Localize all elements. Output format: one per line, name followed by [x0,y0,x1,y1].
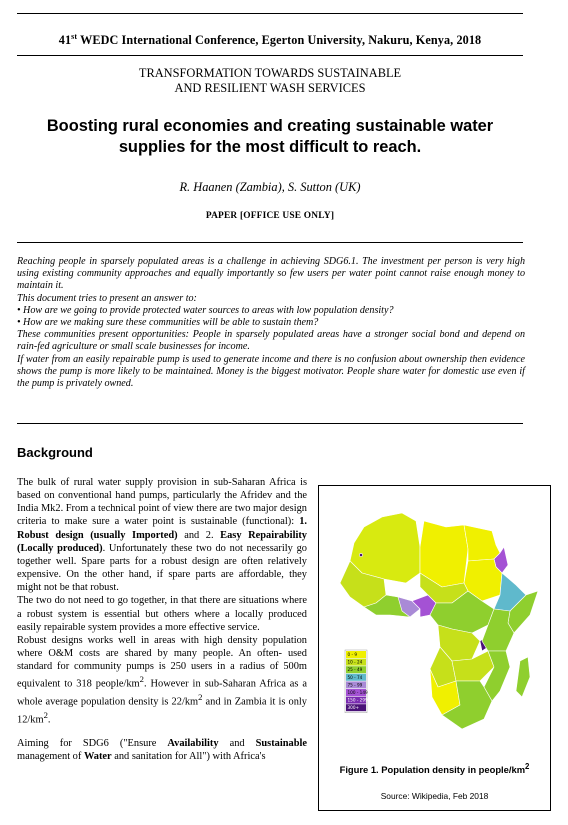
abstract-top-rule [17,242,523,243]
africa-map-regions [340,513,538,729]
legend-label: 0 - 9 [347,652,358,657]
region-small-island [359,553,362,556]
africa-population-map [324,491,546,743]
authors: R. Haanen (Zambia), S. Sutton (UK) [179,180,361,194]
region-egypt [464,525,500,561]
figure-caption: Figure 1. Population density in people/$km^2$ [339,762,530,776]
legend-label: 75 - 99 [347,682,363,688]
paragraph: Robust designs works well in areas with high density population where O&M costs are shared by many people. An often- used standard for community pumps is 250 users in a radius of 500m equivalent to 318 people/$km^2$. However in sub-Saharan Africa as a whole average population density is $22/km^2$ and in Zambia it is only $12/km^2$. [17,634,308,726]
paragraph: Aiming for SDG6 ("Ensure Availability and Sustainable management of Water and sanitation for All") with Africa's [17,738,307,763]
abstract: Reaching people in sparsely populated areas is a challenge in achieving SDG6.1. The investment per person is very high using existing community approaches and equally importantly so few users per water point cannot raise enough money to maintain it. This document tries to present an answer to: • How are we going to provide protected water sources to areas with low population density? • How are we making sure these communities will be able to sustain them? These communities present opportunities: People in sparsely populated areas have a stronger social bond and depend on rain-fed agriculture or small scale businesses for income. If water from an easily repairable pump is used to generate income and there is no confusion about ownership then evidence shows the pump is more likely to be maintained. Money is the biggest motivator. People share water for domestic use even if the pump is privately owned. [17,256,525,390]
abstract-bullet: • How are we going to provide protected water sources to areas with low population density? [17,304,394,316]
legend-label: 100 - 149 [347,690,368,695]
paper-title: Boosting rural economies and creating sustainable water supplies for the most difficult to reach. [46,117,494,156]
legend-label: 150 - 299 [347,697,368,703]
conference-header: 41st WEDC International Conference, Egerton University, Nakuru, Kenya, 2018 [58,32,482,48]
legend-label: 50 - 74 [347,674,363,680]
map-legend [345,650,368,713]
section-heading: Background [17,445,93,460]
conference-theme [17,66,523,96]
body-text [17,476,307,764]
theme-line-1: TRANSFORMATION TOWARDS SUSTAINABLE [138,66,402,80]
abstract-bottom-rule [17,423,523,424]
abstract-bullet: • How are we making sure these communities will be able to sustain them? [17,317,319,329]
region-sahara [420,521,468,587]
paragraph: The two do not need to go together, in that there are situations where a robust system is essential but others where a locally produced easily repairable system provides a more effective service. [17,595,307,633]
figure-source: Source: Wikipedia, Feb 2018 [380,791,489,801]
figure-box [318,485,551,811]
region-madagascar [516,657,530,697]
paragraph: The bulk of rural water supply provision in sub-Saharan Africa is based on conventional hand pumps, particularly the Afridev and the India Mk2. From a technical point of view there are two major design criteria to make sure a water point is sustainable (functional): 1. Robust design (usually Imported) and 2. Easy Repairability (Locally produced). Unfortunately these two do not necessarily go together well. Spare parts for a robust design are often relatively expensive. On the other hand, if spare parts are affordable, they might not be that robust. [17,477,307,594]
paper-label: PAPER [OFFICE USE ONLY] [205,211,335,221]
legend-label: 10 - 24 [347,659,363,665]
header-rule [17,55,523,56]
top-rule [17,13,523,14]
theme-line-2: AND RESILIENT WASH SERVICES [174,81,366,95]
legend-label: 300+ [347,705,360,711]
legend-label: 25 - 49 [347,667,363,673]
